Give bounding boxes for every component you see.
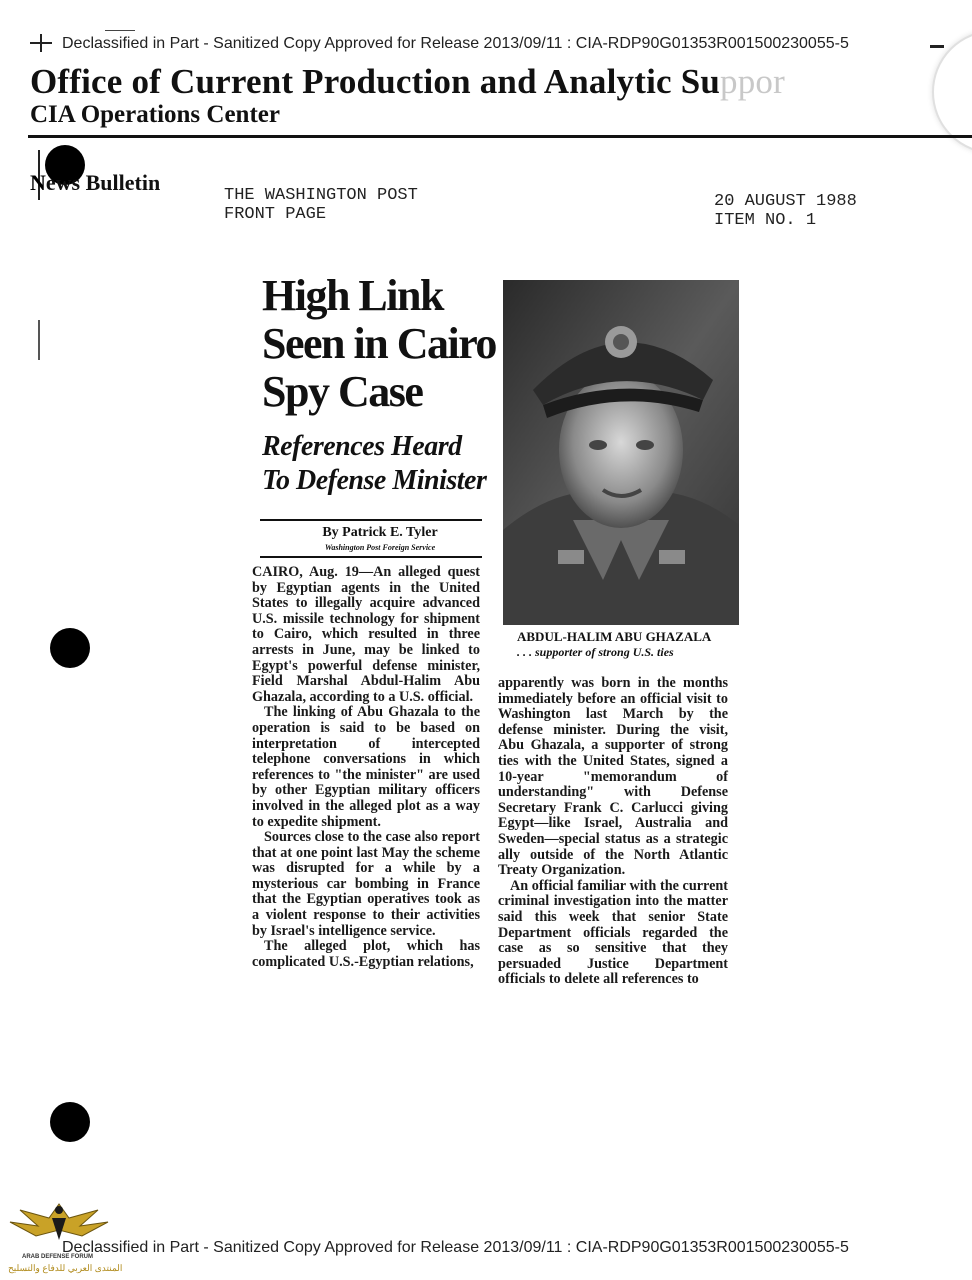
deck-line: To Defense Minister	[262, 465, 487, 496]
top-tick-mark-vertical	[40, 34, 42, 52]
left-margin-line-mid	[38, 320, 40, 360]
article-column-2	[498, 676, 728, 988]
article-column-1	[252, 565, 480, 970]
article-headline	[262, 272, 502, 416]
date-item-info: 20 AUGUST 1988 ITEM NO. 1	[714, 192, 857, 230]
letterhead-rule	[28, 135, 972, 138]
letterhead-office-text: Office of Current Production and Analytic Su	[30, 62, 721, 101]
byline: By Patrick E. Tyler	[322, 525, 438, 540]
news-bulletin-first-letter: N	[30, 170, 46, 195]
headline-line: Spy Case	[262, 367, 423, 416]
watermark-text-ar: المنتدى العربي للدفاع والتسليح	[8, 1263, 123, 1273]
declassification-stamp-bottom: Declassified in Part - Sanitized Copy Approved for Release 2013/09/11 : CIA-RDP90G01353R001500230055-5	[62, 1239, 849, 1256]
watermark-text-en: ARAB DEFENSE FORUM	[22, 1254, 94, 1260]
byline-top-rule	[260, 519, 482, 521]
paragraph: apparently was born in the months immediately before an official visit to Washington last March by the defense minister. During the visit, Abu Ghazala, a supporter of strong ties with the United States, signed a 10-year "memorandum of understanding" with Defense Secretary Frank C. Carlucci giving Egypt—like Israel, Australia and Sweden—special status as a strategic ally outside of the North Atlantic Treaty Organization.	[498, 675, 728, 879]
portrait-illustration	[503, 280, 739, 625]
forum-watermark	[0, 1196, 123, 1280]
paragraph: The alleged plot, which has complicated U.S.-Egyptian relations,	[252, 938, 480, 970]
news-bulletin-label	[30, 170, 160, 196]
punch-hole-3	[50, 1102, 90, 1142]
paragraph: An official familiar with the current criminal investigation into the matter said this week that senior State Department officials regarded the case as so sensitive that they persuaded Justice Department officials to delete all references to	[498, 877, 728, 988]
letterhead-center: CIA Operations Center	[30, 101, 280, 128]
photo-caption: ABDUL-HALIM ABU GHAZALA	[517, 629, 712, 644]
photo-caption-subtitle: . . . supporter of strong U.S. ties	[517, 645, 674, 659]
article-deck	[262, 430, 502, 498]
declassification-stamp-top: Declassified in Part - Sanitized Copy Approved for Release 2013/09/11 : CIA-RDP90G01353R001500230055-5	[62, 35, 849, 52]
eagle-logo-icon	[0, 1196, 118, 1252]
headline-line: High Link	[262, 271, 443, 320]
paragraph: Sources close to the case also report that at one point last May the scheme was disrupted for a while by a mysterious car bombing in France that the Egyptian operatives took as a violent response to their activities by Israel's intelligence service.	[252, 829, 480, 939]
paragraph: CAIRO, Aug. 19—An alleged quest by Egyptian agents in the United States to illegally acquire advanced U.S. missile technology for shipment to Cairo, which resulted in three arrests in June, may be linked to Egypt's powerful defense minister, Field Marshal Abdul-Halim Abu Ghazala, according to a U.S. official.	[252, 564, 480, 705]
punch-hole-2	[50, 628, 90, 668]
top-right-dash	[930, 45, 944, 48]
byline-bottom-rule	[260, 556, 482, 558]
byline-affiliation: Washington Post Foreign Service	[324, 543, 436, 552]
deck-line: References Heard	[262, 431, 462, 462]
publication-info: THE WASHINGTON POST FRONT PAGE	[224, 186, 418, 224]
portrait-photo	[503, 280, 739, 625]
letterhead-office-faded: ppor	[720, 62, 785, 101]
paragraph: The linking of Abu Ghazala to the operation is said to be based on interpretation of intercepted telephone conversations in which references to "the minister" are used by other Egyptian military officers involved in the alleged plot as a way to expedite shipment.	[252, 704, 480, 830]
top-scan-mark	[105, 30, 135, 31]
news-bulletin-text: ews Bulletin	[45, 170, 161, 195]
headline-line: Seen in Cairo	[262, 319, 496, 368]
letterhead-office	[30, 62, 785, 102]
